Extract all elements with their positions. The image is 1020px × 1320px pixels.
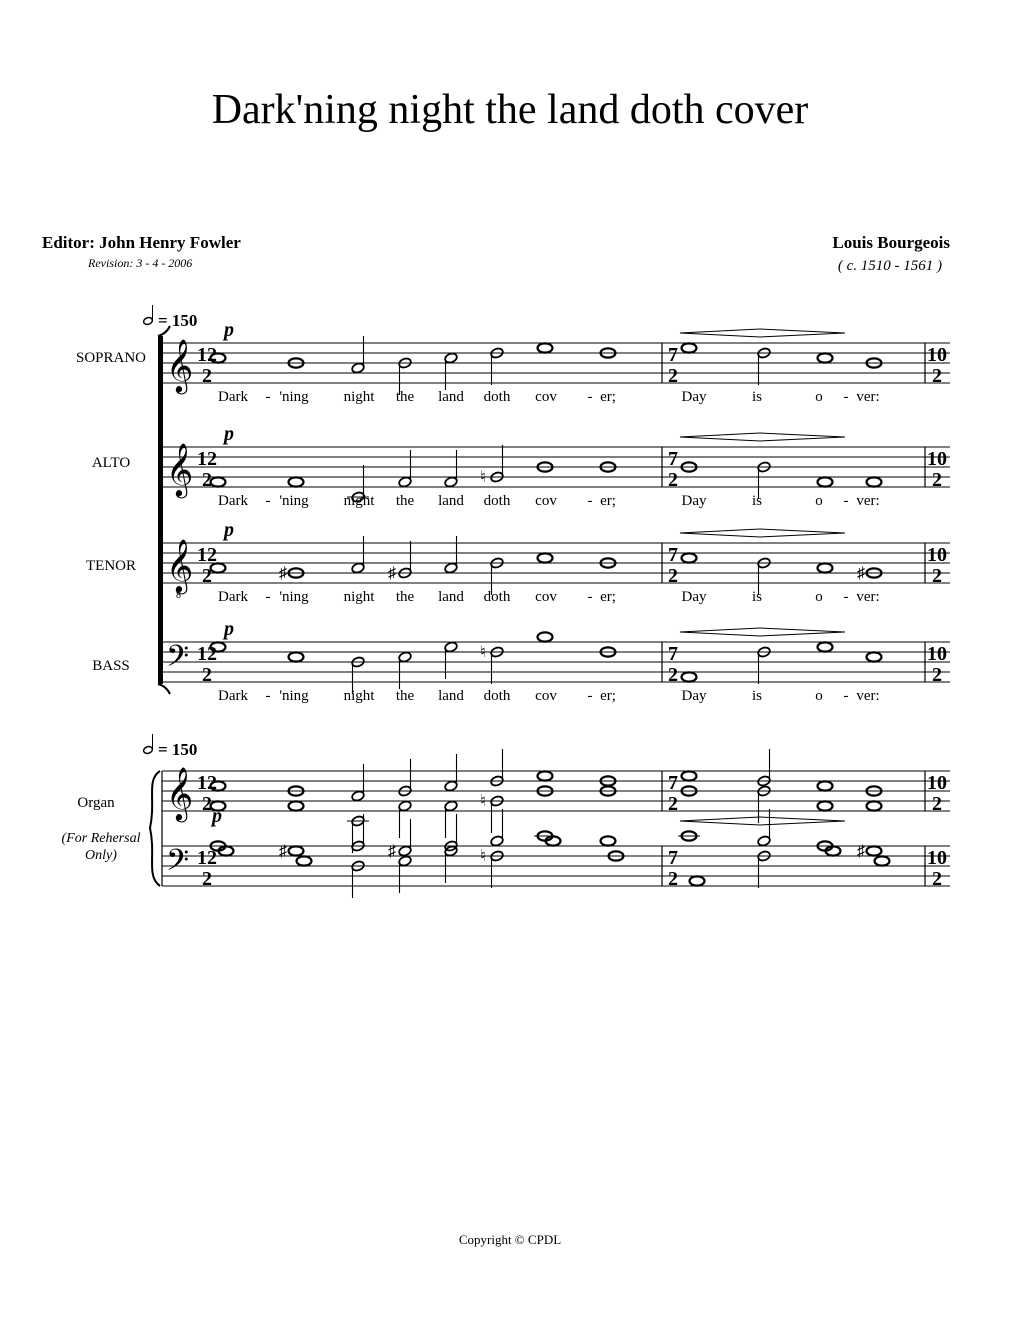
organ-lower-note	[875, 856, 890, 865]
organ-lower-note-accidental: ♮	[480, 848, 486, 865]
alto-dynamic: p	[224, 423, 234, 445]
score-title: Dark'ning night the land doth cover	[211, 87, 809, 133]
bass-clef: 𝄢	[166, 640, 190, 680]
soprano-lyric: ver:	[856, 389, 880, 405]
organ-note-line2: Only)	[85, 848, 117, 863]
soprano-lyric: -	[587, 389, 593, 405]
organ-lower-note	[297, 856, 312, 865]
soprano-time-signature: 2	[202, 365, 212, 387]
soprano-diminuendo	[760, 333, 845, 337]
staff-label-tenor: TENOR	[86, 558, 136, 574]
tempo-voices-note	[143, 316, 154, 325]
tenor-time-signature: 12	[197, 544, 217, 566]
alto-crescendo	[680, 437, 760, 441]
tenor-crescendo	[680, 529, 760, 533]
tenor-diminuendo	[760, 529, 845, 533]
alto-lyric: 'ning	[279, 493, 309, 509]
bass-lyric: land	[438, 688, 464, 704]
alto-lyric: cov	[535, 493, 557, 509]
organ-time-signature: 2	[202, 868, 212, 890]
tenor-note	[538, 553, 553, 562]
bass-lyric: o	[815, 688, 823, 704]
tenor-lyric: cov	[535, 589, 557, 605]
bass-lyric: -	[587, 688, 593, 704]
alto-lyric: doth	[483, 493, 511, 509]
organ-treble-clef: 𝄞	[166, 768, 194, 819]
tenor-lyric: land	[438, 589, 464, 605]
tenor-lyric: -	[843, 589, 849, 605]
alto-lyric: Day	[681, 493, 707, 509]
tenor-note-accidental: ♯	[279, 565, 287, 582]
tenor-clef: 𝄞	[166, 540, 194, 591]
soprano-lyric: Day	[681, 389, 707, 405]
soprano-time-signature: 7	[668, 344, 678, 366]
bass-lyric: Dark	[218, 688, 248, 704]
tenor-clef-octave: 8	[176, 590, 181, 601]
organ-time-signature: 10	[927, 772, 947, 794]
alto-lyric: is	[751, 493, 763, 509]
bass-note	[867, 652, 882, 661]
bass-note	[682, 672, 697, 681]
tenor-time-signature: 2	[202, 565, 212, 587]
alto-lyric: er;	[600, 493, 616, 509]
staff-label-bass: BASS	[92, 658, 130, 674]
tenor-lyric: night	[343, 589, 375, 605]
composer-dates: ( c. 1510 - 1561 )	[837, 258, 942, 274]
alto-note	[289, 477, 304, 486]
bass-note	[538, 632, 553, 641]
organ-time-signature: 10	[927, 847, 947, 869]
soprano-lyric: o	[815, 389, 823, 405]
revision-date: Revision: 3 - 4 - 2006	[88, 256, 193, 270]
organ-time-signature: 7	[668, 847, 678, 869]
tenor-lyric: o	[815, 589, 823, 605]
editor-credit: Editor: John Henry Fowler	[42, 233, 241, 252]
tempo-voices: = 150	[158, 311, 198, 330]
tenor-time-signature: 7	[668, 544, 678, 566]
tenor-lyric: -	[265, 589, 271, 605]
organ-lower-note-accidental: ♯	[388, 843, 396, 860]
soprano-lyric: land	[438, 389, 464, 405]
tenor-note	[211, 563, 226, 572]
bass-lyric: ver:	[856, 688, 880, 704]
soprano-note	[818, 353, 833, 362]
soprano-lyric: er;	[600, 389, 616, 405]
organ-diminuendo	[760, 817, 845, 821]
bass-lyric: er;	[600, 688, 616, 704]
tenor-lyric: the	[395, 589, 415, 605]
soprano-diminuendo	[760, 329, 845, 333]
tenor-time-signature: 2	[932, 565, 942, 587]
tempo-organ-note	[143, 745, 154, 754]
bass-note	[818, 642, 833, 651]
organ-bass-clef: 𝄢	[166, 844, 190, 884]
bass-time-signature: 7	[668, 643, 678, 665]
bass-lyric: -	[843, 688, 849, 704]
alto-lyric: o	[815, 493, 823, 509]
soprano-note	[682, 343, 697, 352]
organ-upper-note	[538, 771, 553, 780]
tenor-note	[682, 553, 697, 562]
bass-lyric: doth	[483, 688, 511, 704]
organ-time-signature: 2	[202, 793, 212, 815]
soprano-lyric: night	[343, 389, 375, 405]
organ-lower-note	[690, 876, 705, 885]
organ-upper-note-accidental: ♮	[480, 793, 486, 810]
tenor-lyric: Dark	[218, 589, 248, 605]
tenor-lyric: is	[751, 589, 763, 605]
tenor-lyric: 'ning	[279, 589, 309, 605]
organ-diminuendo	[760, 821, 845, 825]
soprano-lyric: 'ning	[279, 389, 309, 405]
bass-lyric: Day	[681, 688, 707, 704]
alto-lyric: land	[438, 493, 464, 509]
tenor-crescendo	[680, 533, 760, 537]
bass-diminuendo	[760, 632, 845, 636]
bass-diminuendo	[760, 628, 845, 632]
tenor-dynamic: p	[224, 519, 234, 541]
organ-crescendo	[680, 821, 760, 825]
organ-time-signature: 7	[668, 772, 678, 794]
bass-time-signature: 2	[932, 664, 942, 686]
bass-time-signature: 2	[202, 664, 212, 686]
soprano-lyric: cov	[535, 389, 557, 405]
tenor-diminuendo	[760, 533, 845, 537]
alto-clef: 𝄞	[166, 444, 194, 495]
organ-time-signature: 2	[668, 793, 678, 815]
alto-lyric: the	[395, 493, 415, 509]
organ-brace	[150, 771, 160, 886]
alto-note-accidental: ♮	[480, 469, 486, 486]
bass-time-signature: 2	[668, 664, 678, 686]
tenor-lyric: ver:	[856, 589, 880, 605]
organ-time-signature: 2	[932, 793, 942, 815]
alto-time-signature: 2	[202, 469, 212, 491]
tenor-lyric: -	[587, 589, 593, 605]
soprano-time-signature: 2	[932, 365, 942, 387]
organ-time-signature: 12	[197, 772, 217, 794]
alto-time-signature: 2	[932, 469, 942, 491]
alto-lyric: -	[265, 493, 271, 509]
alto-lyric: night	[343, 493, 375, 509]
alto-lyric: -	[843, 493, 849, 509]
alto-time-signature: 10	[927, 448, 947, 470]
soprano-lyric: the	[395, 389, 415, 405]
soprano-crescendo	[680, 333, 760, 337]
choir-bracket-bottom	[158, 684, 170, 694]
staff-label-organ: Organ	[77, 795, 115, 811]
organ-lower-note	[601, 836, 616, 845]
tenor-lyric: er;	[600, 589, 616, 605]
organ-note-line1: (For Rehersal	[61, 831, 141, 846]
organ-crescendo	[680, 817, 760, 821]
organ-lower-note-accidental: ♯	[857, 843, 865, 860]
tenor-time-signature: 10	[927, 544, 947, 566]
alto-time-signature: 12	[197, 448, 217, 470]
alto-time-signature: 2	[668, 469, 678, 491]
tenor-lyric: Day	[681, 589, 707, 605]
alto-lyric: -	[587, 493, 593, 509]
bass-lyric: night	[343, 688, 375, 704]
organ-time-signature: 2	[668, 868, 678, 890]
alto-time-signature: 7	[668, 448, 678, 470]
bass-lyric: cov	[535, 688, 557, 704]
tempo-organ: = 150	[158, 740, 198, 759]
alto-note	[818, 477, 833, 486]
soprano-lyric: doth	[483, 389, 511, 405]
soprano-lyric: Dark	[218, 389, 248, 405]
alto-crescendo	[680, 433, 760, 437]
soprano-lyric: -	[265, 389, 271, 405]
bass-time-signature: 10	[927, 643, 947, 665]
composer-name: Louis Bourgeois	[832, 233, 950, 252]
bass-crescendo	[680, 628, 760, 632]
organ-lower-note	[289, 846, 304, 855]
bass-lyric: 'ning	[279, 688, 309, 704]
bass-lyric: is	[751, 688, 763, 704]
bass-lyric: the	[395, 688, 415, 704]
soprano-note	[538, 343, 553, 352]
soprano-lyric: -	[843, 389, 849, 405]
organ-upper-note	[867, 801, 882, 810]
soprano-clef: 𝄞	[166, 340, 194, 391]
copyright-notice: Copyright © CPDL	[458, 1232, 562, 1247]
alto-lyric: Dark	[218, 493, 248, 509]
organ-time-signature: 12	[197, 847, 217, 869]
soprano-time-signature: 10	[927, 344, 947, 366]
tenor-note	[818, 563, 833, 572]
organ-time-signature: 2	[932, 868, 942, 890]
bass-time-signature: 12	[197, 643, 217, 665]
soprano-time-signature: 2	[668, 365, 678, 387]
staff-label-soprano: SOPRANO	[75, 350, 147, 366]
bass-crescendo	[680, 632, 760, 636]
organ-upper-note	[818, 781, 833, 790]
soprano-crescendo	[680, 329, 760, 333]
alto-note	[211, 477, 226, 486]
organ-dynamic: p	[212, 805, 222, 827]
organ-upper-note	[289, 801, 304, 810]
alto-diminuendo	[760, 437, 845, 441]
alto-diminuendo	[760, 433, 845, 437]
soprano-lyric: is	[751, 389, 763, 405]
bass-lyric: -	[265, 688, 271, 704]
tenor-note-accidental: ♯	[388, 565, 396, 582]
tenor-note-accidental: ♯	[857, 565, 865, 582]
organ-upper-note	[818, 801, 833, 810]
organ-lower-note-accidental: ♯	[279, 843, 287, 860]
alto-note	[867, 477, 882, 486]
bass-note-accidental: ♮	[480, 644, 486, 661]
tenor-lyric: doth	[483, 589, 511, 605]
staff-label-alto: ALTO	[91, 455, 131, 471]
alto-lyric: ver:	[856, 493, 880, 509]
tenor-time-signature: 2	[668, 565, 678, 587]
bass-note	[289, 652, 304, 661]
soprano-time-signature: 12	[197, 344, 217, 366]
bass-dynamic: p	[224, 618, 234, 640]
organ-upper-note	[682, 771, 697, 780]
soprano-dynamic: p	[224, 319, 234, 341]
organ-lower-note	[867, 846, 882, 855]
